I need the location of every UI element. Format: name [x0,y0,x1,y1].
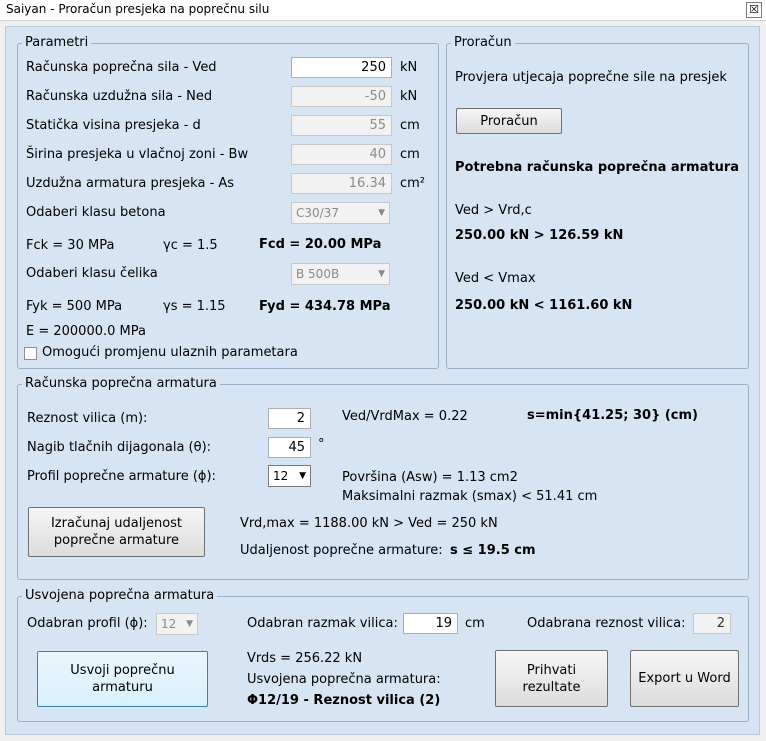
window-title: Saiyan - Proračun presjeka na poprečnu silu [6,2,270,16]
chevron-down-icon: ▼ [378,269,385,279]
bw-input[interactable]: 40 [291,144,392,165]
d-unit: cm [400,118,420,133]
izracunaj-button-label: Izračunaj udaljenost poprečne armature [50,516,183,548]
odabrana-reznost-label: Odabrana reznost vilica: [527,616,686,631]
celik-select-value: B 500B [296,267,340,281]
beton-select[interactable] [291,202,390,224]
potrebna-text: Potrebna računska poprečna armatura [455,160,740,175]
as-unit: cm² [400,176,426,191]
ved-input[interactable]: 250 [291,57,392,78]
chevron-down-icon: ▼ [299,471,306,481]
provjera-text: Provjera utjecaja poprečne sile na presjek [455,70,727,85]
d-input[interactable]: 55 [291,115,392,136]
povrsina-text: Površina (Asw) = 1.13 cm2 [342,470,518,485]
usvojena-profil-select[interactable] [156,613,198,635]
ned-unit: kN [400,89,418,104]
ved-label: Računska poprečna sila - Ved [26,60,217,75]
e-text: E = 200000.0 MPa [26,324,146,339]
s-min-text: s=min{41.25; 30} (cm) [527,408,698,423]
as-label: Uzdužna armatura presjeka - As [26,176,235,191]
profil-label: Profil poprečne armature (ϕ): [27,469,216,484]
vrdmax-text: Vrd,max = 1188.00 kN > Ved = 250 kN [240,516,498,531]
gamma-s-text: γs = 1.15 [163,299,226,314]
fyk-text: Fyk = 500 MPa [26,299,123,314]
proracun-button[interactable] [456,108,562,134]
omoguci-label: Omogući promjenu ulaznih parametara [42,345,298,360]
usvojena-profil-value: 12 [161,617,177,631]
usvoji-button-label: Usvoji poprečnu armaturu [70,663,175,695]
nagib-input[interactable]: 45 [268,437,311,458]
izracunaj-button[interactable] [28,507,205,557]
max-razmak-text: Maksimalni razmak (smax) < 51.41 cm [342,489,598,504]
celik-select[interactable] [291,263,390,285]
omoguci-checkbox[interactable] [24,347,37,360]
cond2-text: Ved < Vmax [455,271,536,286]
udaljenost-label: Udaljenost poprečne armature: [240,543,443,558]
export-word-button[interactable] [630,650,739,707]
export-word-button-label: Export u Word [638,671,731,686]
d-label: Statička visina presjeka - d [26,118,201,133]
prihvati-button-label: Prihvati rezultate [522,662,581,695]
udaljenost-value: s ≤ 19.5 cm [450,543,536,558]
ved-vrdmax-text: Ved/VrdMax = 0.22 [342,409,468,424]
fyd-text: Fyd = 434.78 MPa [259,299,391,314]
fcd-text: Fcd = 20.00 MPa [259,237,382,252]
profil-select-value: 12 [273,469,289,483]
racunska-legend: Računska poprečna armatura [22,376,220,391]
prihvati-button[interactable] [495,650,608,707]
chevron-down-icon: ▼ [378,208,385,218]
ned-label: Računska uzdužna sila - Ned [26,89,213,104]
razmak-unit: cm [465,616,485,631]
reznost-label: Reznost vilica (m): [27,411,148,426]
profil-select[interactable] [268,465,311,487]
proracun-button-label: Proračun [480,113,538,129]
cond1-result: 250.00 kN > 126.59 kN [455,228,624,243]
bw-label: Širina presjeka u vlačnoj zoni - Bw [26,147,249,162]
title-bar [0,0,766,21]
fck-text: Fck = 30 MPa [26,238,115,253]
nagib-unit: ° [318,437,325,452]
ved-unit: kN [400,60,418,75]
proracun-legend: Proračun [451,35,515,50]
cond1-text: Ved > Vrd,c [455,203,532,218]
razmak-input[interactable]: 19 [403,613,458,634]
usvojena-profil-label: Odabran profil (ϕ): [27,616,148,631]
cond2-result: 250.00 kN < 1161.60 kN [455,298,633,313]
nagib-label: Nagib tlačnih dijagonala (θ): [27,440,212,455]
vrds-text: Vrds = 256.22 kN [247,651,363,666]
ned-input[interactable]: -50 [291,86,392,107]
usvojena-label: Usvojena poprečna armatura: [247,672,441,687]
usvojena-value: Φ12/19 - Reznost vilica (2) [247,693,441,708]
bw-unit: cm [400,147,420,162]
beton-label: Odaberi klasu betona [26,205,166,220]
close-button[interactable] [746,2,762,18]
chevron-down-icon: ▼ [186,619,193,629]
celik-label: Odaberi klasu čelika [26,266,158,281]
as-input[interactable]: 16.34 [291,173,392,194]
razmak-label: Odabran razmak vilica: [247,616,398,631]
beton-select-value: C30/37 [296,206,339,220]
reznost-input[interactable]: 2 [268,408,311,429]
odabrana-reznost-value[interactable]: 2 [693,613,731,634]
usvojena-legend: Usvojena poprečna armatura [22,588,217,603]
parametri-legend: Parametri [22,35,91,50]
close-icon: ☒ [749,3,759,16]
usvoji-button[interactable] [37,651,208,707]
gamma-c-text: γc = 1.5 [163,238,218,253]
